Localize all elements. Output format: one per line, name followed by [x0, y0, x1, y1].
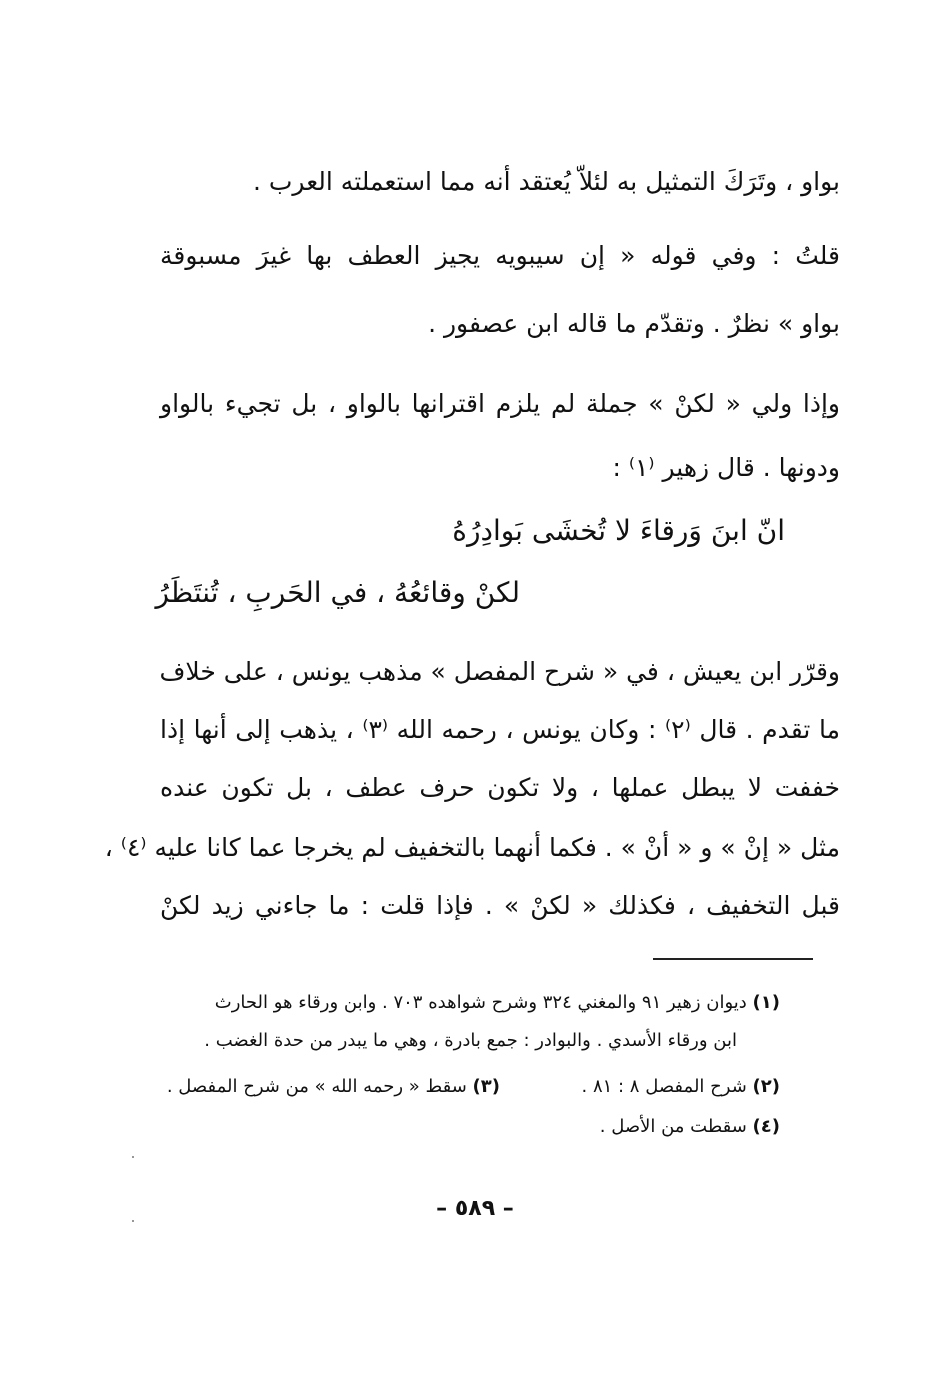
footnote-1: [215, 990, 780, 1016]
scan-speck: [132, 1220, 134, 1222]
scan-speck: [132, 1156, 134, 1158]
footnote-number: (١): [752, 992, 780, 1013]
footnote-text: سقط « رحمه الله » من شرح المفصل .: [166, 1076, 467, 1097]
footnote-4: [600, 1114, 780, 1140]
footnote-3: [167, 1074, 500, 1100]
body-line: قبل التخفيف ، فكذلك « لكنْ » . فإذا قلت : ما جاءني زيد لكنْ: [160, 891, 840, 920]
footnote-separator: [653, 958, 813, 960]
footnote-text: ديوان زهير ٩١ والمغني ٣٢٤ وشرح شواهده ٧٠٣ . وابن ورقاء هو الحارث: [214, 992, 747, 1013]
footnote-text: سقطت من الأصل .: [599, 1116, 747, 1137]
verse-hemistich-2: لكنْ وقائعُهُ ، في الحَربِ ، تُنتَظَرُ: [155, 576, 520, 609]
body-line: خففت لا يبطل عملها ، ولا تكون حرف عطف ، بل تكون عنده: [160, 773, 840, 802]
body-line: ما تقدم . قال ⁽٢⁾ : وكان يونس ، رحمه الله ⁽٣⁾ ، يذهب إلى أنها إذا: [160, 715, 840, 744]
footnote-2: [581, 1074, 780, 1100]
footnote-1-continued: ابن ورقاء الأسدي . والبوادر : جمع بادرة ، وهي ما يبدر من حدة الغضب .: [204, 1030, 737, 1051]
verse-hemistich-1: انّ ابنَ وَرقاءَ لا تُخشَى بَوادِرُهُ: [452, 514, 785, 547]
footnote-number: (٢): [752, 1076, 780, 1097]
footnote-number: (٣): [472, 1076, 500, 1097]
body-line: بواو ، وتَرَكَ التمثيل به لئلاّ يُعتقد أنه مما استعملته العرب .: [253, 167, 840, 196]
page-number: – ٥٨٩ –: [436, 1196, 514, 1221]
footnote-text: شرح المفصل ٨ : ٨١ .: [581, 1076, 747, 1097]
body-line: مثل « إنْ » و « أنْ » . فكما أنهما بالتخفيف لم يخرجا عما كانا عليه ⁽٤⁾ ،: [104, 833, 840, 862]
body-line: ودونها . قال زهير ⁽١⁾ :: [612, 453, 840, 482]
body-line: قلتُ : وفي قوله « إن سيبويه يجيز العطف بها غيرَ مسبوقة: [160, 241, 840, 270]
body-line: وقرّر ابن يعيش ، في « شرح المفصل » مذهب يونس ، على خلاف: [159, 657, 840, 686]
footnote-number: (٤): [752, 1116, 780, 1137]
body-line: وإذا ولي « لكنْ » جملة لم يلزم اقترانها بالواو ، بل تجيء بالواو: [160, 389, 840, 418]
body-line: بواو » نظرٌ . وتقدّم ما قاله ابن عصفور .: [428, 309, 840, 338]
